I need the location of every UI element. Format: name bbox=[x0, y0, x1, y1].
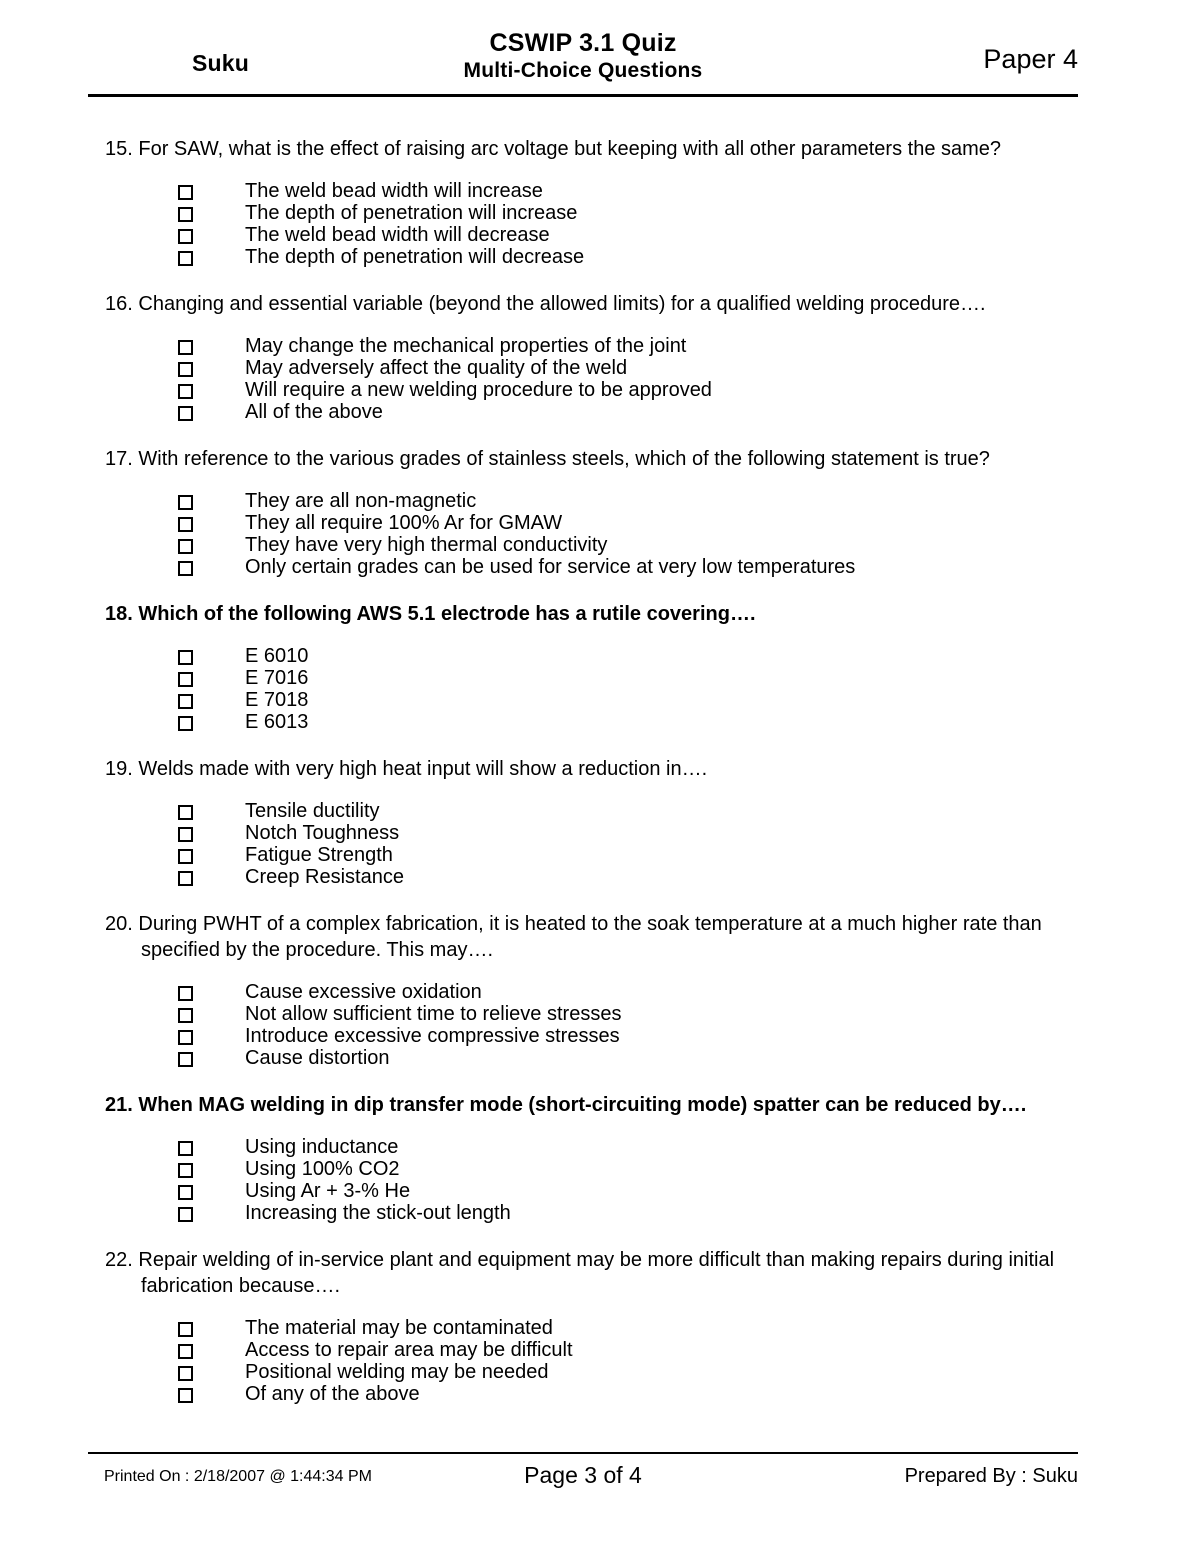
option-label: Using 100% CO2 bbox=[245, 1158, 400, 1180]
question-number: 19. bbox=[105, 758, 133, 780]
option-label: They have very high thermal conductivity bbox=[245, 534, 608, 556]
option-label: May change the mechanical properties of the joint bbox=[245, 335, 687, 357]
question-block bbox=[0, 756, 1196, 889]
checkbox-icon[interactable] bbox=[178, 1052, 193, 1067]
option-label: They are all non-magnetic bbox=[245, 490, 477, 512]
option-label: Positional welding may be needed bbox=[245, 1361, 549, 1383]
question-spacer bbox=[0, 579, 1196, 601]
option-row[interactable] bbox=[0, 535, 1196, 557]
question-text: For SAW, what is the effect of raising arc voltage but keeping with all other parameters the same? bbox=[138, 138, 1002, 160]
question-stem bbox=[105, 291, 1096, 317]
question-spacer bbox=[0, 889, 1196, 911]
question-stem bbox=[105, 136, 1096, 162]
option-list bbox=[0, 491, 1196, 579]
option-label: Will require a new welding procedure to be approved bbox=[245, 379, 712, 401]
checkbox-icon[interactable] bbox=[178, 517, 193, 532]
document-title: CSWIP 3.1 Quiz bbox=[489, 29, 677, 57]
checkbox-icon[interactable] bbox=[178, 694, 193, 709]
option-row[interactable] bbox=[0, 867, 1196, 889]
option-label: Introduce excessive compressive stresses bbox=[245, 1025, 620, 1047]
option-row[interactable] bbox=[0, 402, 1196, 424]
checkbox-icon[interactable] bbox=[178, 672, 193, 687]
checkbox-icon[interactable] bbox=[178, 185, 193, 200]
question-block bbox=[0, 136, 1196, 269]
option-row[interactable] bbox=[0, 1362, 1196, 1384]
option-list bbox=[0, 181, 1196, 269]
question-number: 17. bbox=[105, 448, 133, 470]
option-list bbox=[0, 1318, 1196, 1406]
checkbox-icon[interactable] bbox=[178, 251, 193, 266]
footer-prepared-by: Prepared By : Suku bbox=[904, 1465, 1078, 1487]
option-row[interactable] bbox=[0, 845, 1196, 867]
option-row[interactable] bbox=[0, 646, 1196, 668]
option-label: Not allow sufficient time to relieve stresses bbox=[245, 1003, 622, 1025]
question-text: Changing and essential variable (beyond the allowed limits) for a qualified welding procedure…. bbox=[138, 293, 986, 315]
checkbox-icon[interactable] bbox=[178, 207, 193, 222]
page-header bbox=[88, 28, 1078, 90]
option-row[interactable] bbox=[0, 690, 1196, 712]
question-number: 18. bbox=[105, 603, 133, 625]
checkbox-icon[interactable] bbox=[178, 1207, 193, 1222]
option-row[interactable] bbox=[0, 712, 1196, 734]
checkbox-icon[interactable] bbox=[178, 986, 193, 1001]
option-row[interactable] bbox=[0, 380, 1196, 402]
question-stem bbox=[105, 756, 1096, 782]
option-label: Access to repair area may be difficult bbox=[245, 1339, 573, 1361]
header-author: Suku bbox=[192, 50, 250, 76]
option-row[interactable] bbox=[0, 1181, 1196, 1203]
option-label: They all require 100% Ar for GMAW bbox=[245, 512, 563, 534]
option-row[interactable] bbox=[0, 1159, 1196, 1181]
option-row[interactable] bbox=[0, 225, 1196, 247]
option-row[interactable] bbox=[0, 823, 1196, 845]
header-divider bbox=[88, 94, 1078, 97]
option-label: E 6013 bbox=[245, 711, 309, 733]
option-label: Of any of the above bbox=[245, 1383, 420, 1405]
option-row[interactable] bbox=[0, 668, 1196, 690]
header-title-group bbox=[88, 28, 1078, 84]
option-label: Using Ar + 3-% He bbox=[245, 1180, 411, 1202]
option-label: Increasing the stick-out length bbox=[245, 1202, 511, 1224]
option-label: E 7016 bbox=[245, 667, 309, 689]
page-footer bbox=[88, 1462, 1078, 1496]
option-label: The material may be contaminated bbox=[245, 1317, 553, 1339]
question-number: 21. bbox=[105, 1094, 133, 1116]
checkbox-icon[interactable] bbox=[178, 805, 193, 820]
checkbox-icon[interactable] bbox=[178, 1008, 193, 1023]
question-stem bbox=[105, 1092, 1096, 1118]
checkbox-icon[interactable] bbox=[178, 340, 193, 355]
checkbox-icon[interactable] bbox=[178, 1344, 193, 1359]
question-stem bbox=[105, 1247, 1096, 1299]
option-label: Fatigue Strength bbox=[245, 844, 393, 866]
option-row[interactable] bbox=[0, 1137, 1196, 1159]
option-row[interactable] bbox=[0, 1026, 1196, 1048]
option-list bbox=[0, 1137, 1196, 1225]
question-spacer bbox=[0, 734, 1196, 756]
document-subtitle: Multi-Choice Questions bbox=[463, 59, 703, 82]
checkbox-icon[interactable] bbox=[178, 849, 193, 864]
option-label: May adversely affect the quality of the weld bbox=[245, 357, 628, 379]
checkbox-icon[interactable] bbox=[178, 1163, 193, 1178]
checkbox-icon[interactable] bbox=[178, 406, 193, 421]
checkbox-icon[interactable] bbox=[178, 362, 193, 377]
question-number: 20. bbox=[105, 913, 133, 935]
question-block bbox=[0, 601, 1196, 734]
option-label: Cause distortion bbox=[245, 1047, 390, 1069]
question-stem bbox=[105, 601, 1096, 627]
question-spacer bbox=[0, 1406, 1196, 1428]
option-row[interactable] bbox=[0, 801, 1196, 823]
option-label: The depth of penetration will decrease bbox=[245, 246, 585, 268]
question-text: During PWHT of a complex fabrication, it is heated to the soak temperature at a much higher rate than specified by the procedure. This may…. bbox=[138, 913, 1042, 961]
option-label: The weld bead width will increase bbox=[245, 180, 543, 202]
question-block bbox=[0, 291, 1196, 424]
checkbox-icon[interactable] bbox=[178, 561, 193, 576]
option-row[interactable] bbox=[0, 1203, 1196, 1225]
option-list bbox=[0, 982, 1196, 1070]
question-spacer bbox=[0, 1225, 1196, 1247]
option-row[interactable] bbox=[0, 181, 1196, 203]
question-spacer bbox=[0, 424, 1196, 446]
question-text: Repair welding of in-service plant and equipment may be more difficult than making repairs during initial fabrication because…. bbox=[138, 1249, 1055, 1297]
option-list bbox=[0, 336, 1196, 424]
header-paper-number: Paper 4 bbox=[983, 44, 1078, 74]
checkbox-icon[interactable] bbox=[178, 1030, 193, 1045]
question-number: 15. bbox=[105, 138, 133, 160]
question-number: 22. bbox=[105, 1249, 133, 1271]
option-label: E 7018 bbox=[245, 689, 309, 711]
checkbox-icon[interactable] bbox=[178, 827, 193, 842]
option-row[interactable] bbox=[0, 513, 1196, 535]
question-text: When MAG welding in dip transfer mode (short-circuiting mode) spatter can be reduced by…. bbox=[138, 1094, 1027, 1116]
option-label: The depth of penetration will increase bbox=[245, 202, 578, 224]
checkbox-icon[interactable] bbox=[178, 650, 193, 665]
option-row[interactable] bbox=[0, 1004, 1196, 1026]
question-block bbox=[0, 1247, 1196, 1406]
footer-divider bbox=[88, 1452, 1078, 1454]
checkbox-icon[interactable] bbox=[178, 1366, 193, 1381]
option-list bbox=[0, 646, 1196, 734]
option-list bbox=[0, 801, 1196, 889]
option-row[interactable] bbox=[0, 982, 1196, 1004]
checkbox-icon[interactable] bbox=[178, 1322, 193, 1337]
checkbox-icon[interactable] bbox=[178, 495, 193, 510]
option-row[interactable] bbox=[0, 1340, 1196, 1362]
checkbox-icon[interactable] bbox=[178, 229, 193, 244]
question-block bbox=[0, 911, 1196, 1070]
footer-page-number: Page 3 of 4 bbox=[524, 1462, 642, 1488]
question-block bbox=[0, 1092, 1196, 1225]
question-stem bbox=[105, 446, 1096, 472]
option-label: Tensile ductility bbox=[245, 800, 380, 822]
question-block bbox=[0, 446, 1196, 579]
option-row[interactable] bbox=[0, 491, 1196, 513]
option-label: Using inductance bbox=[245, 1136, 399, 1158]
option-row[interactable] bbox=[0, 557, 1196, 579]
option-row[interactable] bbox=[0, 1384, 1196, 1406]
option-row[interactable] bbox=[0, 1048, 1196, 1070]
option-label: Only certain grades can be used for service at very low temperatures bbox=[245, 556, 856, 578]
question-spacer bbox=[0, 1070, 1196, 1092]
checkbox-icon[interactable] bbox=[178, 384, 193, 399]
option-row[interactable] bbox=[0, 1318, 1196, 1340]
option-row[interactable] bbox=[0, 247, 1196, 269]
checkbox-icon[interactable] bbox=[178, 871, 193, 886]
option-row[interactable] bbox=[0, 203, 1196, 225]
question-spacer bbox=[0, 269, 1196, 291]
checkbox-icon[interactable] bbox=[178, 539, 193, 554]
option-label: All of the above bbox=[245, 401, 383, 423]
option-row[interactable] bbox=[0, 336, 1196, 358]
option-label: Notch Toughness bbox=[245, 822, 400, 844]
question-text: Welds made with very high heat input will show a reduction in…. bbox=[138, 758, 708, 780]
questions-container bbox=[0, 136, 1196, 1428]
question-number: 16. bbox=[105, 293, 133, 315]
footer-printed-on: Printed On : 2/18/2007 @ 1:44:34 PM bbox=[104, 1468, 372, 1485]
option-label: Cause excessive oxidation bbox=[245, 981, 482, 1003]
checkbox-icon[interactable] bbox=[178, 716, 193, 731]
option-row[interactable] bbox=[0, 358, 1196, 380]
option-label: The weld bead width will decrease bbox=[245, 224, 550, 246]
question-text: Which of the following AWS 5.1 electrode has a rutile covering…. bbox=[138, 603, 756, 625]
checkbox-icon[interactable] bbox=[178, 1185, 193, 1200]
question-text: With reference to the various grades of stainless steels, which of the following statement is true? bbox=[138, 448, 990, 470]
option-label: Creep Resistance bbox=[245, 866, 404, 888]
checkbox-icon[interactable] bbox=[178, 1141, 193, 1156]
option-label: E 6010 bbox=[245, 645, 309, 667]
checkbox-icon[interactable] bbox=[178, 1388, 193, 1403]
question-stem bbox=[105, 911, 1096, 963]
